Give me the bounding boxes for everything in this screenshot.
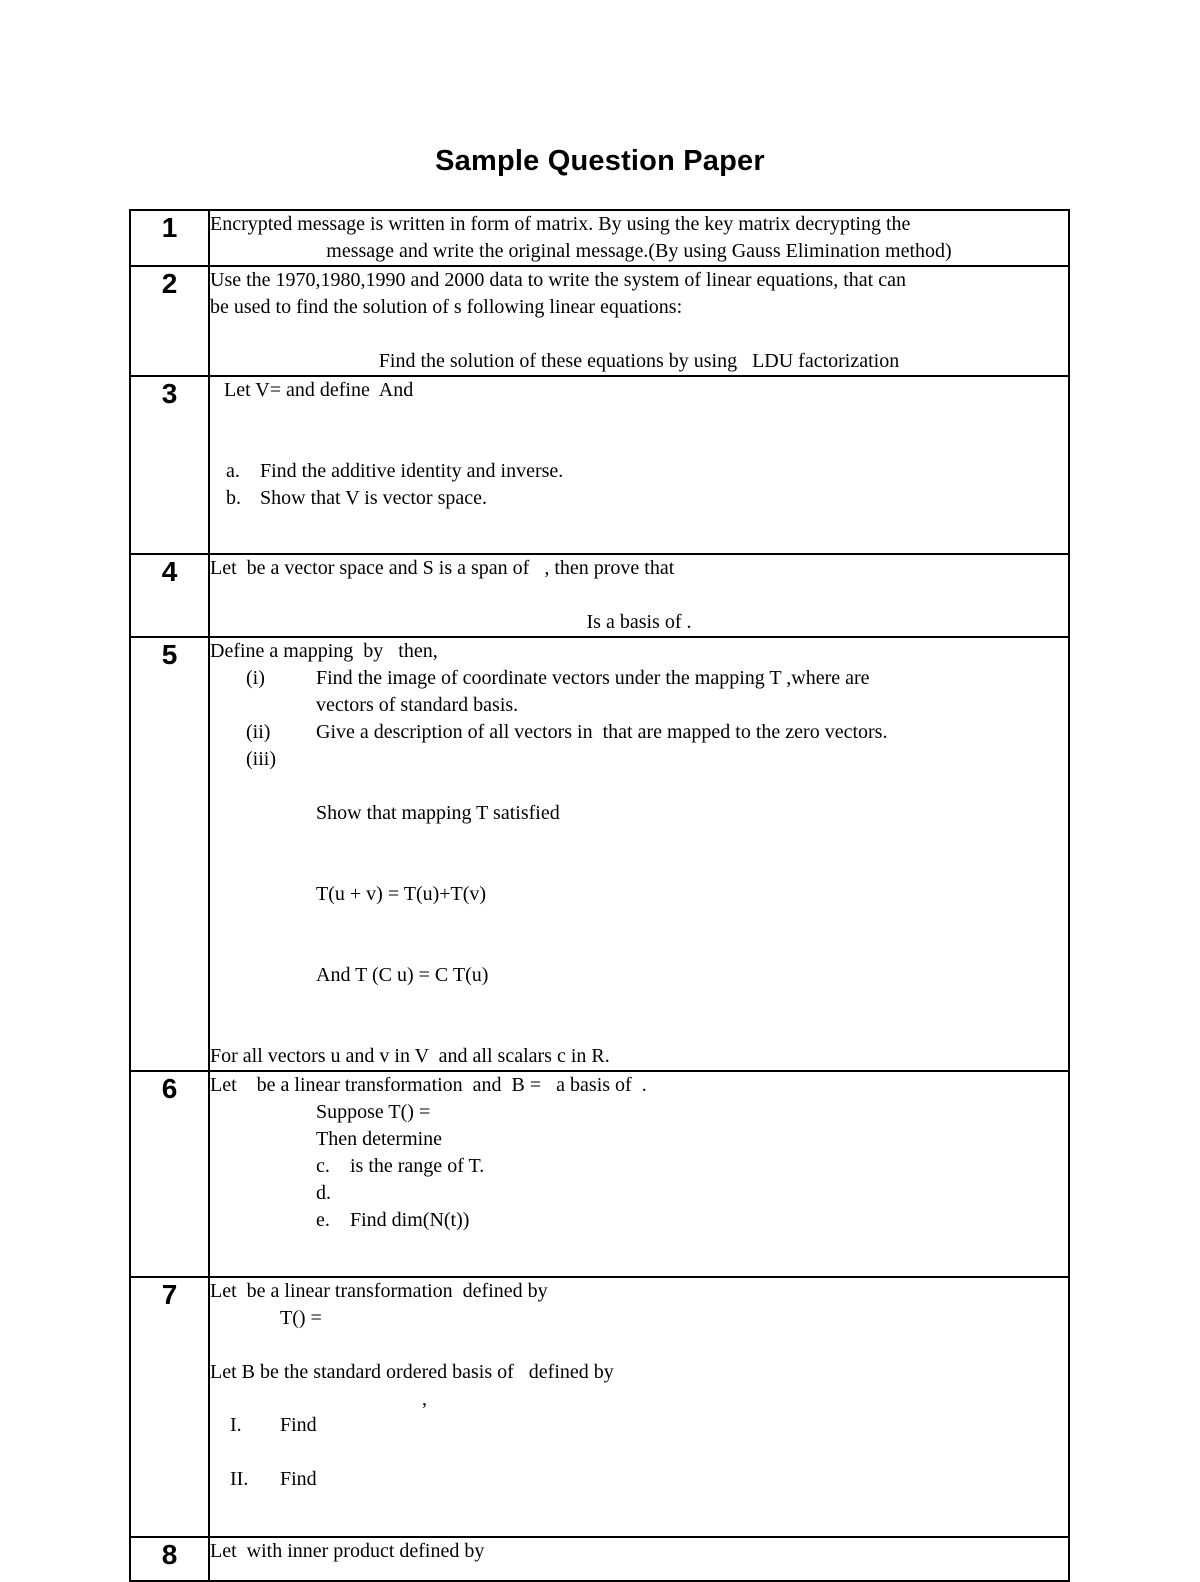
list-item-text: Give a description of all vectors in that are mapped to the zero vectors. [316,721,888,743]
question-line: Let be a vector space and S is a span of , then prove that [210,557,675,579]
list-item [210,1180,1068,1207]
list-item-text: Find the image of coordinate vectors under the mapping T ,where are [316,667,870,689]
list-item [210,746,1068,1043]
question-text [209,637,1069,1071]
list-item-text: Find the additive identity and inverse. [260,460,564,482]
question-line: , [422,1388,427,1410]
question-line: T() = [280,1307,322,1329]
list-item-label: d. [316,1182,331,1204]
list-item-label: b. [226,487,241,509]
question-line: Use the 1970,1980,1990 and 2000 data to write the system of linear equations, that can [210,269,906,291]
question-text [209,1277,1069,1537]
question-row-6 [130,1071,1069,1277]
question-line: Let B be the standard ordered basis of defined by [210,1361,614,1383]
question-number: 6 [130,1071,209,1277]
list-item [210,1466,1068,1493]
question-row-2 [130,266,1069,376]
list-item [210,485,1068,512]
question-line: Is a basis of . [586,611,692,633]
question-row-7 [130,1277,1069,1537]
list-item-text: Show that mapping T satisfied [316,802,560,824]
question-line: Find the solution of these equations by using LDU factorization [378,350,900,372]
list-item-text: vectors of standard basis. [316,694,519,716]
question-row-8 [130,1537,1069,1581]
question-table [129,209,1070,1582]
list-item-text: Find dim(N(t)) [350,1209,470,1231]
question-line: Define a mapping by then, [210,640,438,662]
question-line: Let V= and define And [224,379,414,401]
question-text [209,554,1069,637]
list-item [210,1207,1068,1234]
list-item-text: T(u + v) = T(u)+T(v) [316,883,487,905]
list-item [210,719,1068,746]
question-number: 5 [130,637,209,1071]
list-item [210,1153,1068,1180]
question-text [209,376,1069,554]
list-item-text: Find [280,1414,317,1436]
question-line: Encrypted message is written in form of matrix. By using the key matrix decrypting the [210,213,911,235]
equation-placeholder [210,1439,1068,1466]
question-text [209,1071,1069,1277]
list-item-text: And T (C u) = C T(u) [316,964,489,986]
list-item-label: a. [226,460,240,482]
question-number: 1 [130,210,209,266]
equation-placeholder [210,431,1068,458]
list-item-label: I. [230,1414,242,1436]
question-text [209,1537,1069,1581]
list-item-body [316,665,1068,719]
question-number: 2 [130,266,209,376]
question-number: 3 [130,376,209,554]
question-line: Let with inner product defined by [210,1540,485,1562]
question-line: For all vectors u and v in V and all scalars c in R. [210,1045,610,1067]
question-number: 7 [130,1277,209,1537]
list-item [210,665,1068,719]
list-item-text: Find [280,1468,317,1490]
question-number: 4 [130,554,209,637]
question-text [209,210,1069,266]
list-item-text: is the range of T. [350,1155,485,1177]
question-line: Let be a linear transformation and B = a basis of . [210,1074,647,1096]
question-line: be used to find the solution of s following linear equations: [210,296,683,318]
list-item-label: c. [316,1155,330,1177]
question-text [209,266,1069,376]
list-item [210,1412,1068,1439]
question-row-3 [130,376,1069,554]
equation-placeholder [210,404,1068,431]
list-item-label: (i) [246,667,265,689]
list-item [210,458,1068,485]
question-row-4 [130,554,1069,637]
question-row-1 [130,210,1069,266]
page-title: Sample Question Paper [435,145,765,177]
list-item-label: (iii) [246,748,276,770]
list-item-label: e. [316,1209,330,1231]
question-line: Suppose T() = [316,1101,431,1123]
list-item-body [316,746,560,1043]
equation-placeholder [210,582,1068,609]
question-row-5 [130,637,1069,1071]
list-item-label: II. [230,1468,249,1490]
list-item-label: (ii) [246,721,271,743]
equation-placeholder [210,321,1068,348]
question-line: Let be a linear transformation defined by [210,1280,548,1302]
list-item-text: Show that V is vector space. [260,487,488,509]
question-line: message and write the original message.(By using Gauss Elimination method) [326,240,952,262]
question-number: 8 [130,1537,209,1581]
question-line: Then determine [316,1128,443,1150]
equation-placeholder [210,1332,1068,1359]
